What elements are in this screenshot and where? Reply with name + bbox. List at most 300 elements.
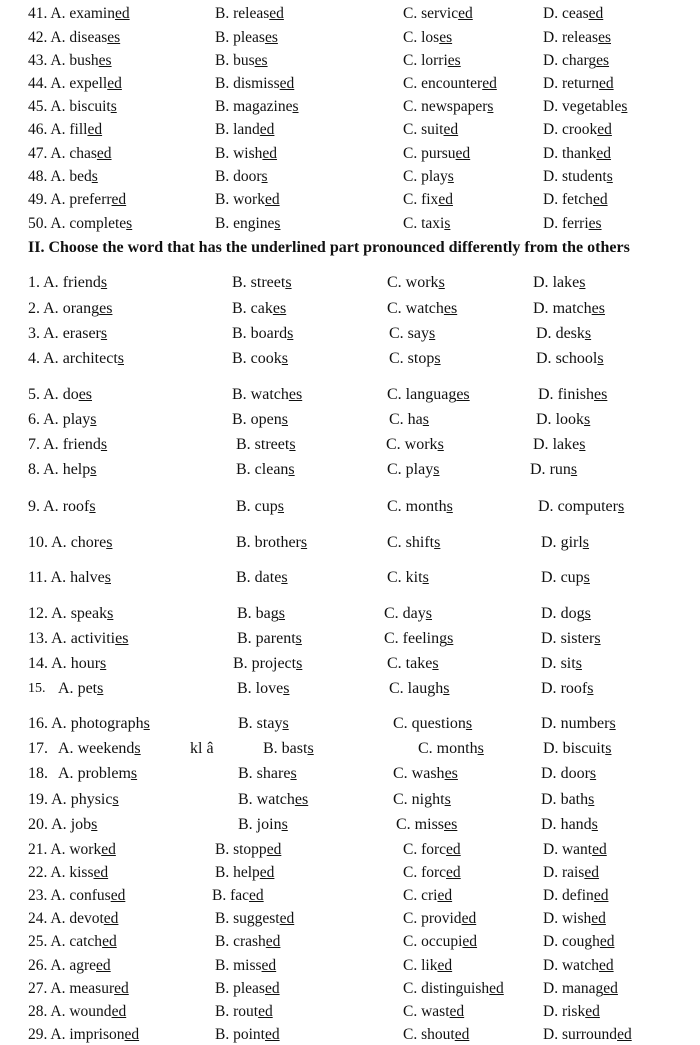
underlined-part: ed — [110, 887, 126, 904]
word-stem: halve — [70, 569, 105, 586]
option-b — [232, 349, 288, 368]
word-stem: bast — [281, 740, 308, 757]
underlined-part: es — [288, 386, 303, 403]
option-b — [215, 168, 268, 186]
word-stem: job — [70, 816, 92, 833]
underlined-part: ed — [454, 1026, 470, 1043]
word-stem: feeling — [402, 630, 448, 647]
option-letter: C. — [403, 168, 418, 185]
word-stem: fetch — [561, 191, 593, 208]
margin-note: kl â — [190, 740, 214, 757]
word-stem: date — [254, 569, 282, 586]
option-b — [232, 299, 286, 318]
underlined-part: s — [433, 461, 440, 478]
option-letter: D. — [541, 816, 557, 833]
underlined-part: s — [97, 680, 104, 697]
underlined-part: ed — [443, 121, 459, 138]
question-row — [0, 215, 700, 233]
option-letter: B. — [237, 680, 252, 697]
underlined-part: ed — [593, 887, 609, 904]
underlined-part: s — [112, 791, 119, 808]
option-d — [543, 864, 599, 882]
word-stem: rout — [233, 1003, 259, 1020]
option-d — [543, 980, 618, 998]
option-b — [263, 739, 314, 758]
option-letter: B. — [232, 325, 247, 342]
underlined-part: ed — [462, 933, 478, 950]
underlined-part: s — [89, 498, 96, 515]
option-a — [28, 864, 108, 882]
word-stem: weekend — [77, 740, 135, 757]
option-a — [28, 168, 98, 186]
word-stem: servic — [421, 5, 459, 22]
underlined-part: s — [594, 630, 601, 647]
option-c — [403, 957, 452, 975]
option-d — [543, 841, 607, 859]
question-row — [0, 790, 700, 809]
question-row — [0, 5, 700, 23]
word-stem: finish — [557, 386, 595, 403]
underlined-part: ed — [617, 1026, 632, 1043]
underlined-part: es — [294, 791, 309, 808]
underlined-part: s — [282, 715, 289, 732]
underlined-part: s — [432, 655, 439, 672]
question-number: 45. — [28, 98, 48, 115]
underlined-part: es — [99, 300, 113, 317]
underlined-part: es — [444, 765, 458, 782]
option-letter: B. — [215, 864, 230, 881]
option-b — [236, 460, 295, 479]
option-c — [387, 568, 429, 587]
option-d — [541, 815, 598, 834]
option-letter: B. — [236, 569, 251, 586]
option-d — [541, 679, 593, 698]
underlined-part: s — [422, 411, 430, 428]
option-c — [387, 533, 440, 552]
option-d — [541, 714, 616, 733]
underlined-part: es — [594, 386, 608, 403]
option-letter: B. — [232, 350, 247, 367]
word-stem: forc — [421, 864, 447, 881]
question-row — [0, 714, 700, 733]
option-c — [387, 497, 453, 516]
underlined-part: ed — [437, 957, 453, 974]
option-a — [28, 75, 122, 93]
underlined-part: s — [579, 436, 586, 453]
option-letter: A. — [51, 605, 67, 622]
underlined-part: es — [107, 29, 121, 46]
underlined-part: s — [422, 569, 429, 586]
underlined-part: s — [100, 274, 108, 291]
word-stem: ceas — [561, 5, 589, 22]
underlined-part: ed — [102, 933, 117, 950]
option-c — [389, 410, 429, 429]
word-stem: pursu — [421, 145, 456, 162]
word-stem: suit — [421, 121, 444, 138]
option-a — [28, 52, 112, 70]
option-letter: C. — [403, 980, 418, 997]
option-letter: D. — [541, 765, 557, 782]
underlined-part: s — [100, 655, 107, 672]
option-letter: B. — [238, 816, 253, 833]
underlined-part: s — [281, 411, 289, 428]
word-stem: wast — [421, 1003, 450, 1020]
word-stem: student — [561, 168, 607, 185]
option-d — [536, 410, 590, 429]
question-row — [0, 98, 700, 116]
word-stem: los — [421, 29, 440, 46]
option-letter: D. — [541, 534, 557, 551]
option-letter: A. — [50, 5, 66, 22]
underlined-part: es — [591, 300, 605, 317]
word-stem: devot — [69, 910, 104, 927]
option-a — [28, 385, 92, 404]
option-b — [237, 629, 302, 648]
question-row — [0, 933, 700, 951]
word-stem: lake — [552, 274, 580, 291]
underlined-part: ed — [101, 841, 116, 858]
option-b — [215, 980, 280, 998]
question-number: 4. — [28, 350, 40, 367]
option-letter: C. — [387, 300, 402, 317]
option-letter: C. — [393, 791, 408, 808]
option-d — [543, 75, 614, 93]
underlined-part: s — [609, 715, 616, 732]
word-stem: vegetable — [561, 98, 622, 115]
word-stem: taxi — [421, 215, 445, 232]
option-letter: A. — [43, 498, 59, 515]
option-letter: A. — [43, 411, 59, 428]
option-a — [28, 349, 124, 368]
underlined-part: s — [300, 534, 308, 551]
word-stem: play — [62, 411, 91, 428]
option-letter: D. — [536, 350, 552, 367]
underlined-part: es — [272, 300, 287, 317]
option-a — [28, 435, 107, 454]
question-number: 49. — [28, 191, 48, 208]
option-d — [541, 764, 596, 783]
question-number: 41. — [28, 5, 48, 22]
word-stem: pet — [77, 680, 98, 697]
option-letter: D. — [541, 569, 557, 586]
option-c — [389, 324, 435, 343]
underlined-part: ed — [482, 75, 497, 92]
option-d — [543, 215, 602, 233]
word-stem: love — [255, 680, 284, 697]
question-number: 28. — [28, 1003, 48, 1020]
underlined-part: ed — [446, 841, 461, 858]
option-b — [238, 790, 308, 809]
option-a — [28, 121, 102, 139]
word-stem: risk — [561, 1003, 586, 1020]
option-letter: A. — [43, 325, 59, 342]
word-stem: engine — [233, 215, 275, 232]
option-letter: C. — [403, 121, 418, 138]
option-a — [28, 841, 116, 859]
option-c — [387, 654, 439, 673]
underlined-part: s — [288, 461, 295, 478]
question-row — [0, 654, 700, 673]
underlined-part: s — [278, 605, 286, 622]
section-heading: II. Choose the word that has the underlined part pronounced differently from the others — [28, 239, 630, 256]
option-letter: A. — [50, 980, 66, 997]
word-stem: help — [233, 864, 260, 881]
option-a — [28, 604, 113, 623]
question-row — [0, 739, 700, 758]
option-a — [28, 1003, 126, 1021]
option-d — [543, 145, 611, 163]
option-c — [403, 52, 461, 70]
underlined-part: ed — [261, 957, 277, 974]
option-letter: A. — [50, 957, 66, 974]
underlined-part: ed — [461, 910, 477, 927]
word-stem: number — [560, 715, 610, 732]
underlined-part: s — [465, 715, 473, 732]
underlined-part: ed — [598, 957, 614, 974]
word-stem: school — [555, 350, 598, 367]
option-a — [28, 98, 117, 116]
question-number: 15. — [28, 681, 46, 696]
option-a — [28, 815, 97, 834]
option-d — [533, 299, 605, 318]
underlined-part: s — [106, 534, 113, 551]
option-letter: D. — [536, 325, 552, 342]
option-letter: C. — [386, 436, 401, 453]
option-letter: D. — [543, 980, 559, 997]
underlined-part: s — [437, 436, 444, 453]
option-letter: C. — [389, 350, 404, 367]
option-letter: D. — [541, 630, 557, 647]
underlined-part: es — [443, 300, 458, 317]
option-b — [236, 435, 296, 454]
option-letter: C. — [403, 841, 418, 858]
word-stem: do — [62, 386, 79, 403]
option-d — [543, 887, 608, 905]
option-c — [384, 604, 432, 623]
option-letter: A. — [58, 765, 74, 782]
question-row — [0, 324, 700, 343]
option-letter: A. — [50, 29, 66, 46]
word-stem: door — [560, 765, 590, 782]
question-number: 5. — [28, 386, 40, 403]
option-d — [533, 435, 585, 454]
question-number: 22. — [28, 864, 48, 881]
option-c — [403, 841, 461, 859]
option-letter: D. — [541, 655, 557, 672]
question-number: 16. — [28, 715, 48, 732]
word-stem: surround — [561, 1026, 618, 1043]
underlined-part: ed — [103, 910, 119, 927]
word-stem: board — [250, 325, 288, 342]
underlined-part: ed — [592, 191, 608, 208]
underlined-part: s — [274, 215, 281, 232]
option-letter: B. — [215, 5, 230, 22]
option-b — [215, 191, 280, 209]
question-number: 47. — [28, 145, 48, 162]
option-letter: B. — [215, 1026, 230, 1043]
option-a — [28, 910, 118, 928]
question-row — [0, 145, 700, 163]
option-letter: D. — [530, 461, 546, 478]
word-stem: dog — [560, 605, 585, 622]
question-row — [0, 460, 700, 479]
option-a — [28, 215, 132, 233]
underlined-part: s — [283, 680, 290, 697]
option-b — [215, 75, 294, 93]
underlined-part: es — [598, 29, 612, 46]
option-letter: A. — [51, 534, 67, 551]
option-a — [28, 980, 129, 998]
word-stem: biscuit — [69, 98, 111, 115]
underlined-part: s — [287, 325, 294, 342]
option-letter: B. — [237, 605, 252, 622]
word-stem: orang — [62, 300, 100, 317]
word-stem: stop — [407, 350, 435, 367]
question-row — [0, 957, 700, 975]
underlined-part: s — [110, 98, 117, 115]
word-stem: say — [407, 325, 429, 342]
option-b — [215, 29, 278, 47]
word-stem: fix — [421, 191, 439, 208]
underlined-part: s — [134, 740, 141, 757]
option-letter: C. — [387, 274, 402, 291]
word-stem: cook — [250, 350, 282, 367]
underlined-part: ed — [592, 841, 607, 858]
option-c — [403, 98, 493, 116]
word-stem: languag — [405, 386, 457, 403]
underlined-part: s — [444, 791, 451, 808]
option-b — [238, 815, 288, 834]
option-b — [215, 864, 274, 882]
underlined-part: s — [281, 350, 289, 367]
question-number: 8. — [28, 461, 40, 478]
word-stem: bush — [69, 52, 99, 69]
option-d — [543, 933, 614, 951]
word-stem: pleas — [233, 29, 265, 46]
option-a — [28, 790, 119, 809]
option-b — [215, 121, 274, 139]
option-c — [393, 764, 458, 783]
option-letter: A. — [50, 569, 67, 586]
option-letter: C. — [387, 498, 402, 515]
option-letter: A. — [50, 52, 66, 69]
option-c — [403, 933, 477, 951]
option-b — [238, 714, 289, 733]
question-row — [0, 75, 700, 93]
question-number: 42. — [28, 29, 48, 46]
question-row — [0, 841, 700, 859]
option-letter: A. — [43, 386, 59, 403]
option-a — [28, 5, 130, 23]
option-b — [237, 604, 285, 623]
option-letter: D. — [543, 841, 559, 858]
option-c — [389, 679, 449, 698]
option-a — [28, 714, 150, 733]
option-letter: A. — [50, 910, 66, 927]
underlined-part: s — [446, 498, 453, 515]
word-stem: preferr — [69, 191, 112, 208]
question-row — [0, 604, 700, 623]
word-stem: laugh — [407, 680, 444, 697]
question-row — [0, 191, 700, 209]
option-d — [543, 168, 613, 186]
question-row — [0, 410, 700, 429]
underlined-part: es — [254, 52, 268, 69]
question-number: 10. — [28, 534, 48, 551]
option-letter: C. — [403, 887, 418, 904]
underlined-part: es — [444, 816, 458, 833]
question-row — [0, 385, 700, 404]
option-c — [387, 299, 457, 318]
option-a — [28, 145, 112, 163]
question-number: 44. — [28, 75, 48, 92]
word-stem: work — [233, 191, 265, 208]
option-letter: C. — [393, 715, 408, 732]
underlined-part: s — [582, 534, 590, 551]
question-number: 24. — [28, 910, 48, 927]
word-stem: eraser — [62, 325, 101, 342]
word-stem: wish — [561, 910, 592, 927]
question-number: 11. — [28, 569, 48, 586]
word-stem: examin — [69, 5, 115, 22]
question-number: 18. — [28, 765, 48, 782]
question-number: 9. — [28, 498, 40, 515]
word-stem: confus — [69, 887, 111, 904]
option-letter: C. — [387, 386, 402, 403]
word-stem: help — [62, 461, 91, 478]
underlined-part: es — [98, 52, 112, 69]
underlined-part: s — [583, 569, 590, 586]
underlined-part: s — [143, 715, 150, 732]
word-stem: complete — [69, 215, 127, 232]
option-b — [215, 910, 294, 928]
underlined-part: s — [570, 461, 578, 478]
option-letter: B. — [238, 791, 253, 808]
underlined-part: ed — [279, 910, 295, 927]
underlined-part: s — [295, 630, 302, 647]
option-letter: A. — [51, 715, 67, 732]
question-number: 3. — [28, 325, 40, 342]
option-letter: A. — [51, 791, 67, 808]
question-number: 14. — [28, 655, 48, 672]
option-letter: D. — [541, 680, 557, 697]
question-row — [0, 764, 700, 783]
option-letter: D. — [533, 274, 549, 291]
word-stem: thank — [561, 145, 597, 162]
option-c — [403, 864, 461, 882]
underlined-part: ed — [266, 841, 282, 858]
option-letter: D. — [543, 98, 559, 115]
word-stem: work — [69, 841, 102, 858]
option-b — [238, 764, 297, 783]
question-row — [0, 273, 700, 292]
question-row — [0, 568, 700, 587]
underlined-part: ed — [449, 1003, 465, 1020]
word-stem: bath — [560, 791, 589, 808]
question-number: 27. — [28, 980, 48, 997]
option-c — [387, 385, 470, 404]
underlined-part: ed — [259, 864, 275, 881]
underlined-part: s — [296, 655, 303, 672]
option-c — [403, 1026, 469, 1044]
underlined-part: ed — [598, 75, 614, 92]
word-stem: crook — [561, 121, 598, 138]
option-d — [541, 533, 589, 552]
underlined-part: s — [579, 274, 586, 291]
option-letter: B. — [215, 145, 230, 162]
word-stem: shift — [405, 534, 435, 551]
word-stem: architect — [62, 350, 118, 367]
